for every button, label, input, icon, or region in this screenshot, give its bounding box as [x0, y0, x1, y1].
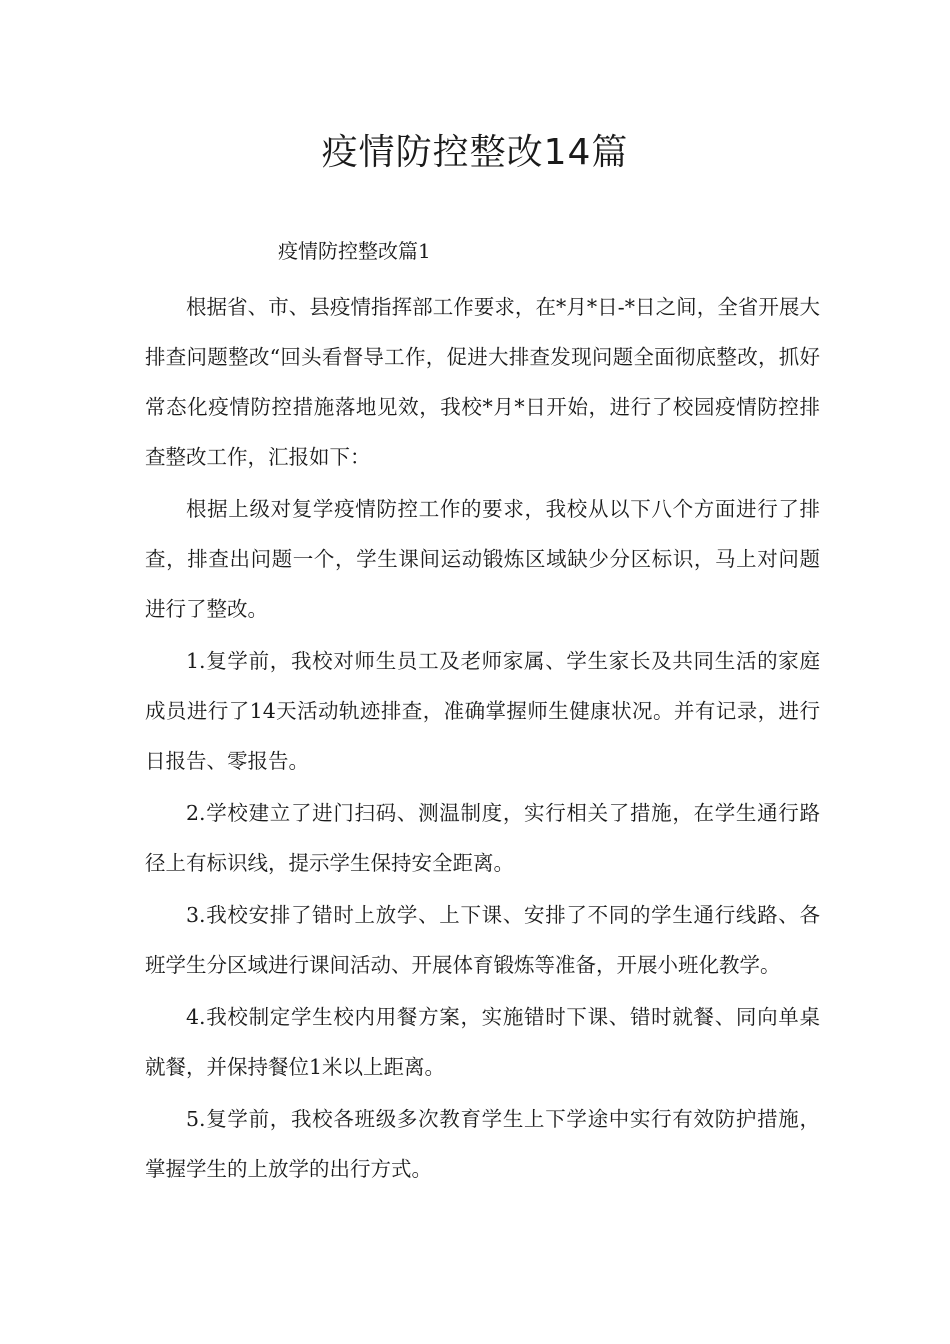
document-body	[145, 282, 820, 1196]
paragraph-item-2: 2.学校建立了进门扫码、测温制度，实行相关了措施，在学生通行路径上有标识线，提示学生保持安全距离。	[145, 801, 820, 875]
paragraph-item-5: 5.复学前，我校各班级多次教育学生上下学途中实行有效防护措施，掌握学生的上放学的出行方式。	[145, 1107, 820, 1181]
paragraph-item-1: 1.复学前，我校对师生员工及老师家属、学生家长及共同生活的家庭成员进行了14天活动轨迹排查，准确掌握师生健康状况。并有记录，进行日报告、零报告。	[145, 649, 820, 773]
paragraph-summary: 根据上级对复学疫情防控工作的要求，我校从以下八个方面进行了排查，排查出问题一个，学生课间运动锻炼区域缺少分区标识，马上对问题进行了整改。	[145, 497, 820, 621]
paragraph-item-3: 3.我校安排了错时上放学、上下课、安排了不同的学生通行线路、各班学生分区域进行课间活动、开展体育锻炼等准备，开展小班化教学。	[145, 903, 820, 977]
paragraph-intro: 根据省、市、县疫情指挥部工作要求，在*月*日-*日之间，全省开展大排查问题整改“回头看督导工作，促进大排查发现问题全面彻底整改，抓好常态化疫情防控措施落地见效，我校*月*日开始，进行了校园疫情防控排查整改工作，汇报如下：	[145, 295, 820, 469]
document-title: 疫情防控整改14篇	[321, 132, 629, 173]
section-heading: 疫情防控整改篇1	[278, 239, 431, 263]
paragraph-item-4: 4.我校制定学生校内用餐方案，实施错时下课、错时就餐、同向单桌就餐，并保持餐位1米以上距离。	[145, 1005, 820, 1079]
